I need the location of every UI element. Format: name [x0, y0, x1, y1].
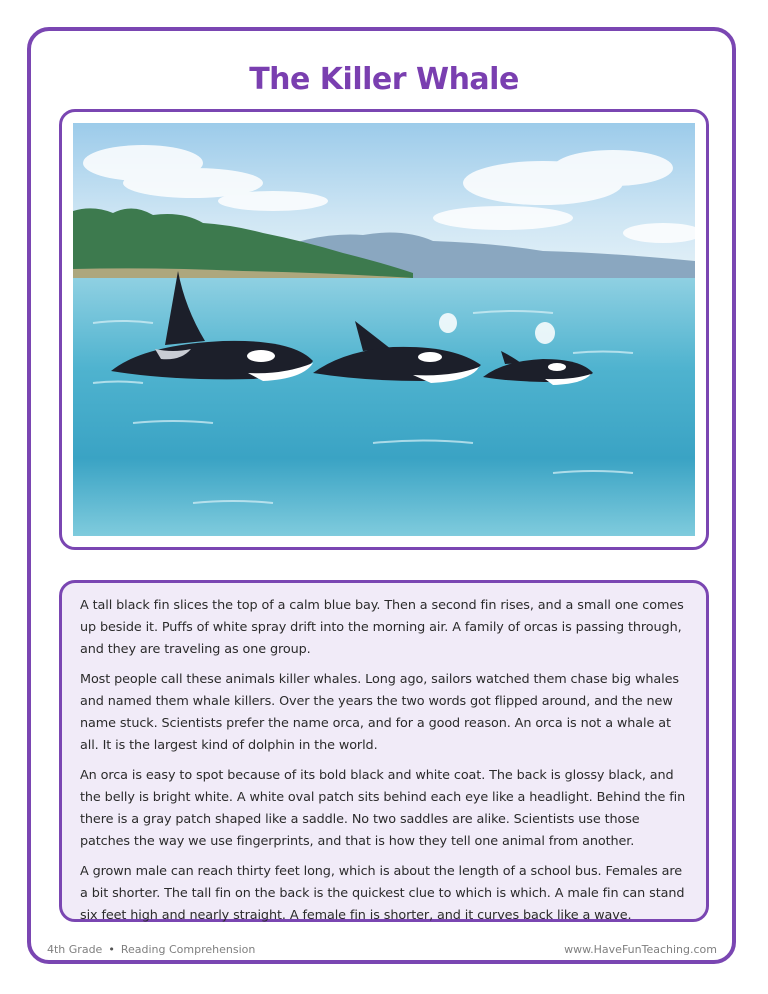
passage-box [59, 580, 709, 922]
illustration-frame [59, 109, 709, 550]
footer-subject: Reading Comprehension [120, 943, 256, 956]
passage-paragraph: An orca is easy to spot because of its bold black and white coat. The back is glossy black, and the belly is bright white. A white oval patch sits behind each eye like a headlight. Behind the fin there is a gray patch shaped like a saddle. No two saddles are alike. Scientists use those patches the way we use fingerprints, and that is how they tell one animal from another. [80, 768, 686, 849]
water [73, 278, 695, 536]
footer-info [47, 943, 255, 956]
footer-separator: • [108, 943, 115, 956]
footer-site-link[interactable]: www.HaveFunTeaching.com [564, 943, 717, 956]
passage-paragraph: A grown male can reach thirty feet long, which is about the length of a school bus. Females are a bit shorter. The tall fin on the back is the quickest clue to which is which. A male fin can stand six feet high and nearly straight. A female fin is shorter, and it curves back like a wave. [80, 864, 685, 923]
passage-paragraph: A tall black fin slices the top of a calm blue bay. Then a second fin rises, and a small one comes up beside it. Puffs of white spray drift into the morning air. A family of orcas is passing through, and they are traveling as one group. [80, 598, 684, 657]
page-title: The Killer Whale [249, 62, 519, 98]
passage-paragraph: Most people call these animals killer whales. Long ago, sailors watched them chase big whales and named them whale killers. Over the years the two words got flipped around, and the new name stuck. Scientists prefer the name orca, and for a good reason. An orca is not a whale at all. It is the largest kind of dolphin in the world. [80, 672, 679, 753]
footer-grade: 4th Grade [47, 943, 103, 956]
orca-family-illustration [73, 123, 695, 536]
